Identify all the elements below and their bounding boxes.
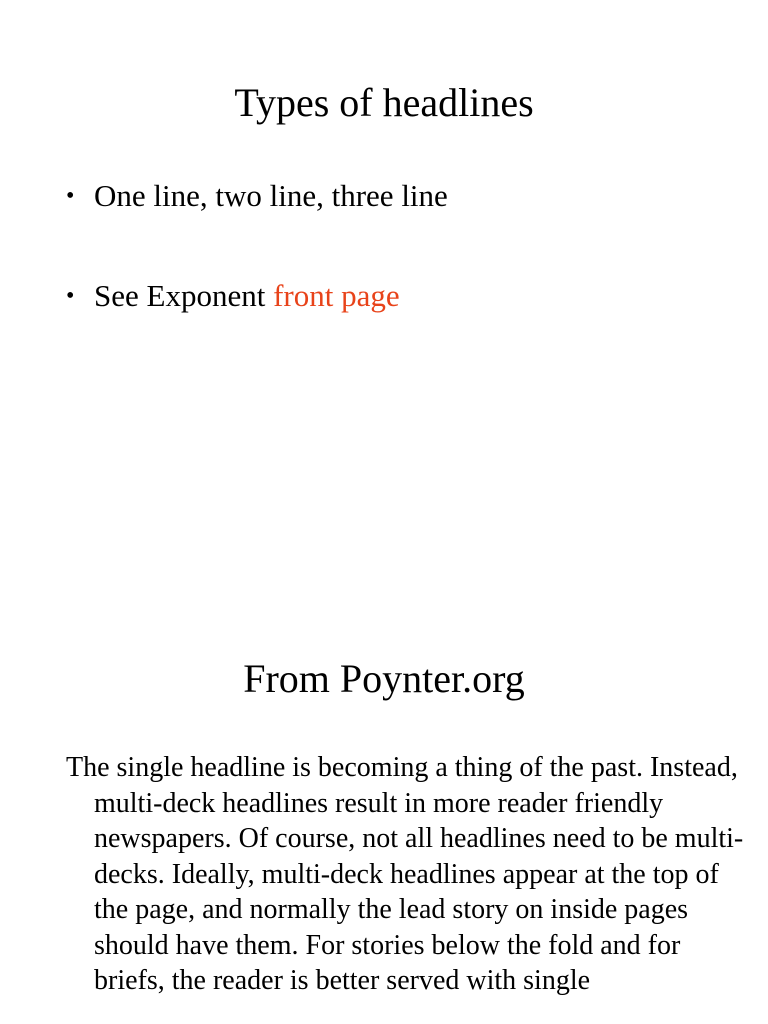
bullet-list xyxy=(66,176,448,376)
bullet-item xyxy=(66,176,448,216)
slide-title: Types of headlines xyxy=(234,80,534,125)
bullet-text: One line, two line, three line xyxy=(94,178,448,213)
body-paragraph: The single headline is becoming a thing of the past. Instead, multi-deck headlines result in more reader friendly newspapers. Of course, not all headlines need to be multi-decks. Ideally, multi-deck headlines appear at the top of the page, and normally the lead story on inside pages should have them. For stories below the fold and for briefs, the reader is better served with single xyxy=(66,752,744,996)
bullet-dot-icon: • xyxy=(66,283,75,309)
slide-from-poynter xyxy=(0,560,768,1024)
bullet-item xyxy=(66,276,448,316)
front-page-link[interactable]: front page xyxy=(273,278,400,313)
slide-title: From Poynter.org xyxy=(243,656,525,701)
bullet-dot-icon: • xyxy=(66,183,75,209)
bullet-text: See Exponent xyxy=(94,278,274,313)
